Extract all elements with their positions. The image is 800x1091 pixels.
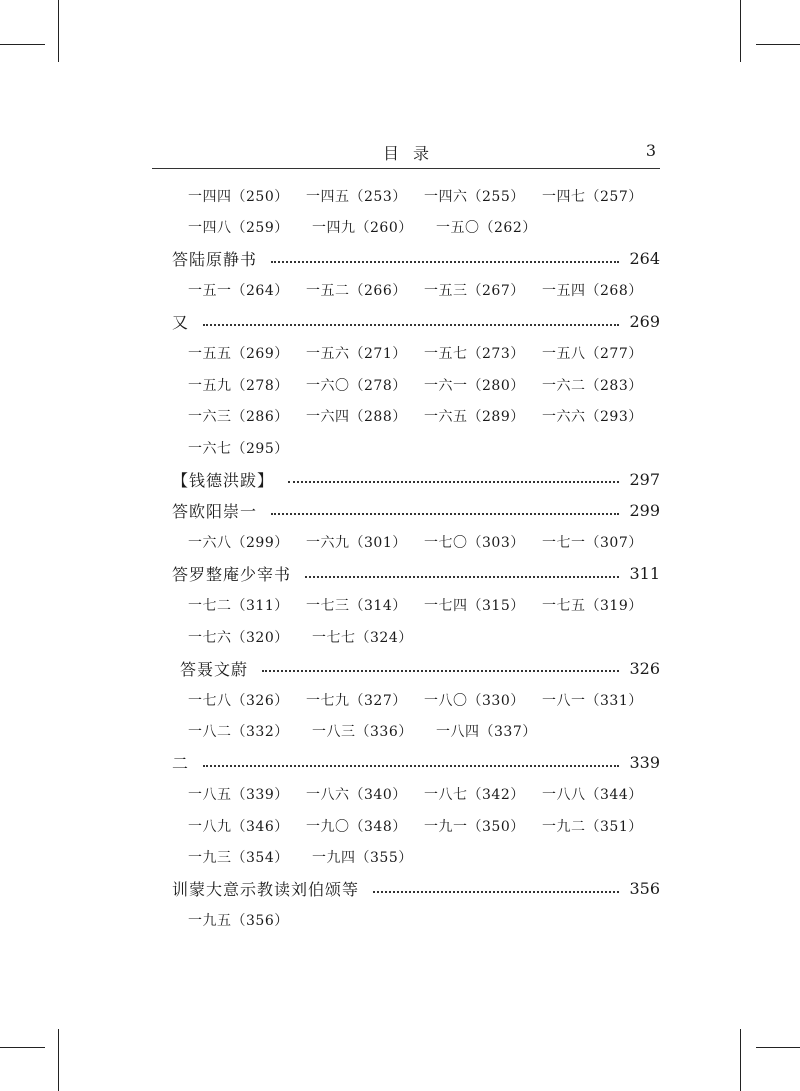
subsection-row: [172, 369, 660, 401]
subsection-item: 一七九（327）: [306, 692, 407, 709]
subsection-row: [172, 905, 660, 937]
subsection-item: 一九五（356）: [188, 913, 289, 930]
subsection-item: 一四五（253）: [306, 188, 407, 205]
entry-page-number: 326: [629, 658, 660, 678]
subsection-item: 一七七（324）: [312, 629, 413, 646]
crop-mark: [0, 1047, 45, 1048]
subsection-item: 一五〇（262）: [436, 220, 537, 237]
subsection-item: 一七二（311）: [188, 598, 289, 615]
entry-title: 答陆原静书: [172, 250, 258, 270]
subsection-row: [172, 716, 660, 748]
subsection-item: 一六八（299）: [188, 535, 289, 552]
subsection-item: 一九四（355）: [312, 850, 413, 867]
toc-entry: [172, 747, 660, 779]
subsection-item: 一五五（269）: [188, 346, 289, 363]
crop-mark: [756, 1047, 800, 1048]
toc-entry: [172, 873, 660, 905]
subsection-item: 一五一（264）: [188, 283, 289, 300]
subsection-item: 一九一（350）: [424, 818, 525, 835]
crop-mark: [58, 0, 59, 62]
dot-leader: [305, 576, 619, 578]
subsection-item: 一七〇（303）: [424, 535, 525, 552]
subsection-item: 一六九（301）: [306, 535, 407, 552]
subsection-item: 一七八（326）: [188, 692, 289, 709]
entry-title: 答聂文蔚: [180, 659, 249, 679]
crop-mark: [740, 1029, 741, 1091]
toc-entry: [172, 464, 660, 496]
crop-mark: [58, 1029, 59, 1091]
subsection-row: [172, 842, 660, 874]
header-page-number: 3: [645, 141, 656, 160]
subsection-item: 一六一（280）: [424, 377, 525, 394]
subsection-row: [172, 810, 660, 842]
crop-mark: [756, 44, 800, 45]
subsection-item: 一七一（307）: [542, 535, 643, 552]
subsection-item: 一八四（337）: [436, 724, 537, 741]
subsection-item: 一八八（344）: [542, 787, 643, 804]
subsection-item: 一四四（250）: [188, 188, 289, 205]
toc-entry: [172, 243, 660, 275]
toc-entry: [172, 495, 660, 527]
subsection-item: 一四七（257）: [542, 188, 643, 205]
subsection-item: 一七四（315）: [424, 598, 525, 615]
subsection-item: 一九三（354）: [188, 850, 289, 867]
subsection-item: 一五三（267）: [424, 283, 525, 300]
subsection-row: [172, 275, 660, 307]
subsection-row: [172, 338, 660, 370]
entry-title: 【钱德洪跋】: [172, 470, 275, 490]
subsection-item: 一六二（283）: [542, 377, 643, 394]
entry-page-number: 269: [629, 312, 660, 332]
dot-leader: [203, 765, 619, 767]
running-header: [152, 140, 660, 169]
dot-leader: [288, 481, 619, 483]
subsection-item: 一七六（320）: [188, 629, 289, 646]
subsection-row: [172, 212, 660, 244]
toc-entry: [172, 306, 660, 338]
entry-page-number: 311: [629, 564, 660, 584]
dot-leader: [203, 324, 619, 326]
table-of-contents: [172, 180, 660, 936]
subsection-row: [172, 432, 660, 464]
subsection-row: [172, 527, 660, 559]
subsection-item: 一八〇（330）: [424, 692, 525, 709]
subsection-item: 一四八（259）: [188, 220, 289, 237]
subsection-item: 一五四（268）: [542, 283, 643, 300]
subsection-row: [172, 621, 660, 653]
subsection-item: 一四九（260）: [312, 220, 413, 237]
subsection-item: 一八九（346）: [188, 818, 289, 835]
toc-entry: [172, 653, 660, 685]
entry-title: 二: [172, 754, 190, 774]
subsection-row: [172, 180, 660, 212]
dot-leader: [373, 891, 619, 893]
crop-mark: [740, 0, 741, 62]
dot-leader: [271, 261, 619, 263]
entry-title: 又: [172, 313, 190, 333]
crop-mark: [0, 44, 45, 45]
entry-title: 训蒙大意示教读刘伯颂等: [172, 880, 360, 900]
subsection-item: 一六五（289）: [424, 409, 525, 426]
subsection-item: 一四六（255）: [424, 188, 525, 205]
subsection-item: 一八三（336）: [312, 724, 413, 741]
subsection-item: 一五七（273）: [424, 346, 525, 363]
subsection-row: [172, 779, 660, 811]
subsection-item: 一八一（331）: [542, 692, 643, 709]
dot-leader: [271, 513, 619, 515]
subsection-item: 一五八（277）: [542, 346, 643, 363]
subsection-item: 一九〇（348）: [306, 818, 407, 835]
entry-page-number: 264: [629, 249, 660, 269]
subsection-item: 一六三（286）: [188, 409, 289, 426]
subsection-item: 一八七（342）: [424, 787, 525, 804]
entry-page-number: 356: [629, 879, 660, 899]
entry-title: 答欧阳崇一: [172, 502, 258, 522]
subsection-row: [172, 590, 660, 622]
subsection-item: 一五二（266）: [306, 283, 407, 300]
entry-page-number: 297: [629, 469, 660, 489]
entry-page-number: 339: [629, 753, 660, 773]
subsection-item: 一六〇（278）: [306, 377, 407, 394]
subsection-item: 一七三（314）: [306, 598, 407, 615]
subsection-item: 一五九（278）: [188, 377, 289, 394]
subsection-item: 一六七（295）: [188, 440, 289, 457]
subsection-item: 一八二（332）: [188, 724, 289, 741]
subsection-item: 一八五（339）: [188, 787, 289, 804]
subsection-row: [172, 684, 660, 716]
subsection-item: 一九二（351）: [542, 818, 643, 835]
subsection-item: 一五六（271）: [306, 346, 407, 363]
toc-entry: [172, 558, 660, 590]
subsection-item: 一七五（319）: [542, 598, 643, 615]
subsection-item: 一八六（340）: [306, 787, 407, 804]
subsection-row: [172, 401, 660, 433]
entry-title: 答罗整庵少宰书: [172, 565, 292, 585]
subsection-item: 一六六（293）: [542, 409, 643, 426]
entry-page-number: 299: [629, 501, 660, 521]
subsection-item: 一六四（288）: [306, 409, 407, 426]
dot-leader: [262, 670, 619, 672]
header-title: 目录: [382, 144, 443, 163]
